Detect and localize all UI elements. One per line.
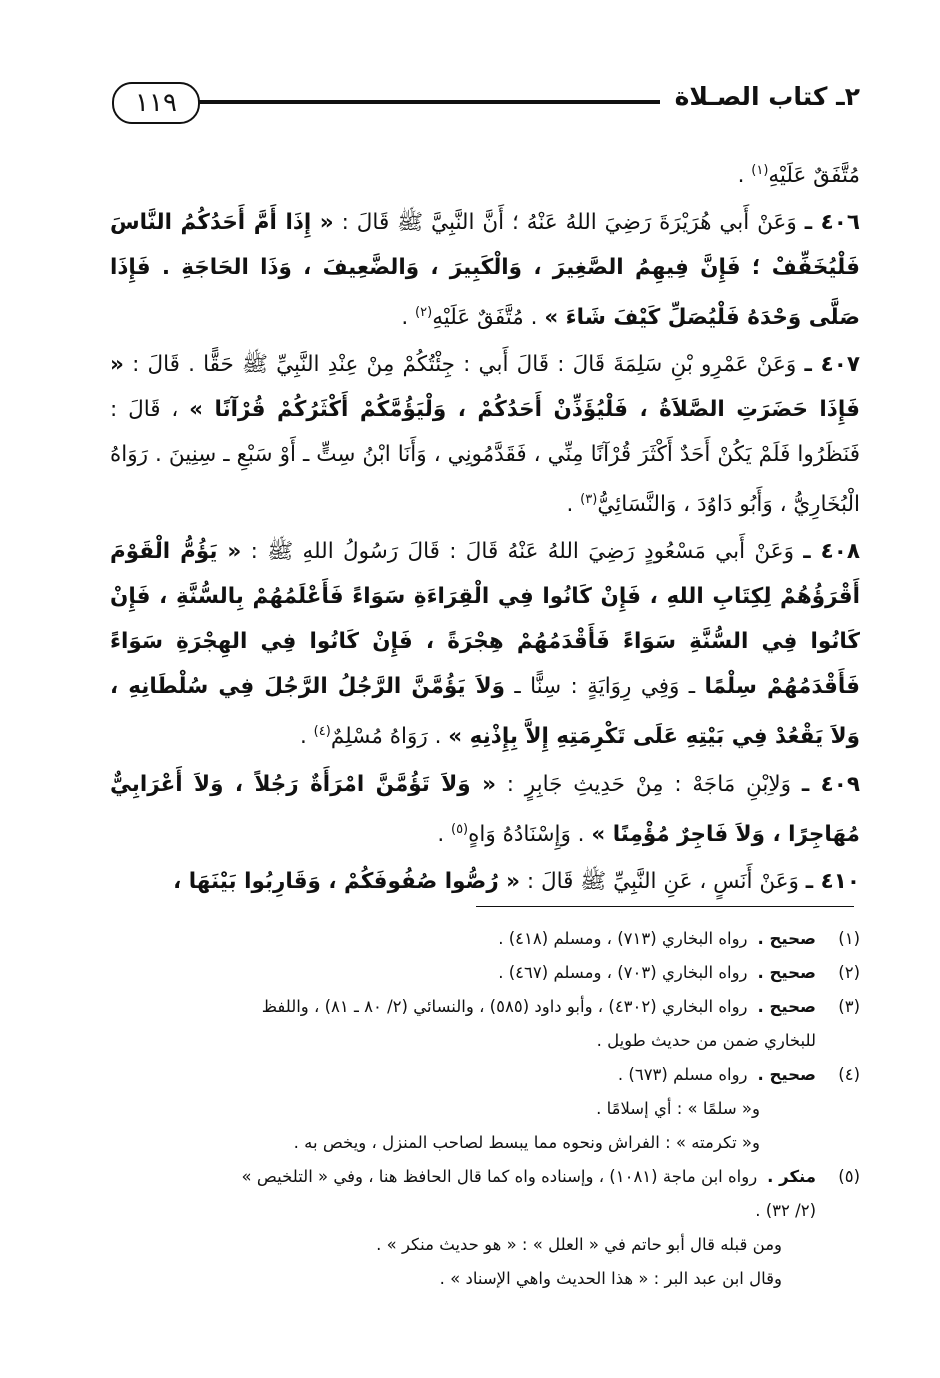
hadith-intro: وَعَنْ أَنَسٍ ، عَنِ النَّبِيِّ ﷺ قَالَ : <box>526 868 799 894</box>
footnote-grade: منكر . <box>767 1167 816 1186</box>
hadith-quote-2: وَلاَ يَؤُمَّنَّ الرَّجُلُ الرَّجُلَ فِي سُلْطَانِهِ ، وَلاَ يَقْعُدْ فِي بَيْتِهِ عَلَى تَكْرِمَتِهِ إِلاَّ بِإِذْنِهِ » <box>110 674 860 750</box>
footnote-grade: صحيح . <box>757 1065 816 1084</box>
footnote-number: (٤) <box>838 1065 860 1084</box>
hadith-number: ٤٠٧ ـ <box>804 352 860 378</box>
footnote-2 <box>110 956 860 990</box>
footnote-number: (٥) <box>838 1167 860 1186</box>
hadith-mid: ، قَالَ : فَنَظَرُوا فَلَمْ يَكُنْ أَحَدٌ أَكْثَرَ قُرْآنًا مِنِّي ، فَقَدَّمُونِي ، وَأَنَا ابْنُ سِتٍّ ـ أَوْ سَبْعِ ـ سِنِينَ . رَوَاهُ الْبُخَارِيُّ ، وَأَبُو دَاوُدَ ، وَالنَّسَائِيُّ <box>110 397 860 518</box>
footnote-grade: صحيح . <box>757 963 816 982</box>
footnote-ref: (٣) <box>580 492 598 508</box>
hadith-407: ٤٠٧ ـ وَعَنْ عَمْرِو بْنِ سَلِمَةَ قَالَ : قَالَ أَبي : جِئْتُكُمْ مِنْ عِنْدِ النَّبِيِّ ﷺ حَقًّا . قَالَ : « فَإِذَا حَضَرَتِ الصَّلاَةُ ، فَلْيُؤَذِّنْ أَحَدُكُمْ ، وَلْيَؤُمَّكُمْ أَكْثَرُكُمْ قُرْآنًا » ، قَالَ : فَنَظَرُوا فَلَمْ يَكُنْ أَحَدٌ أَكْثَرَ قُرْآنًا مِنِّي ، فَقَدَّمُونِي ، وَأَنَا ابْنُ سِتٍّ ـ أَوْ سَبْعِ ـ سِنِينَ . رَوَاهُ الْبُخَارِيُّ ، وَأَبُو دَاوُدَ ، وَالنَّسَائِيُّ$^{(٣)}$ . <box>110 352 860 518</box>
footnote-number: (٣) <box>838 997 860 1016</box>
footnote-5-note-1: ومن قبله قال أبو حاتم في « العلل » : « هو حديث منكر » . <box>376 1235 782 1254</box>
footnote-grade: صحيح . <box>757 929 816 948</box>
hadith-quote: « رُصُّوا صُفُوفَكُمْ ، وَقَارِبُوا بَيْنَهَا ، <box>173 868 521 894</box>
hadith-intro: وَعَنْ أَبي هُرَيْرَةَ رَضِيَ اللهُ عَنْهُ ؛ أَنَّ النَّبِيَّ ﷺ قَالَ : <box>341 210 797 236</box>
hadith-intro: وَعَنْ عَمْرِو بْنِ سَلِمَةَ قَالَ : قَالَ أَبي : جِئْتُكُمْ مِنْ عِنْدِ النَّبِيِّ ﷺ حَقًّا . قَالَ : <box>132 352 797 378</box>
footnote-text: رواه مسلم (٦٧٣) . <box>617 1065 748 1084</box>
page-header <box>112 82 860 126</box>
hadith-tail: . وَإِسْنَادُهُ وَاهٍ <box>468 821 585 847</box>
hadith-quote: « يَؤُمُّ الْقَوْمَ أَقْرَؤُهُمْ لِكِتَابِ اللهِ ، فَإِنْ كَانُوا فِي الْقِرَاءَةِ سَوَاءً فَأَعْلَمُهُمْ بِالسُّنَّةِ ، فَإِنْ كَانُوا فِي السُّنَّةِ سَوَاءً فَأَقْدَمُهُمْ هِجْرَةً ، فَإِنْ كَانُوا فِي الهِجْرَةِ سَوَاءً فَأَقْدَمُهُمْ سِلْمًا <box>110 539 861 700</box>
footnote-text: رواه البخاري (٧٠٣) ، ومسلم (٤٦٧) . <box>498 963 748 982</box>
hadith-number: ٤٠٩ ـ <box>801 771 860 797</box>
footnote-text: رواه البخاري (٧١٣) ، ومسلم (٤١٨) . <box>498 929 748 948</box>
footnote-5-note-2: وقال ابن عبد البر : « هذا الحديث واهي الإسناد » . <box>439 1269 782 1288</box>
page-number: ١١٩ <box>112 82 200 124</box>
footnote-number: (١) <box>838 929 860 948</box>
footnote-ref: (٤) <box>313 724 331 740</box>
book-title: ٢ـ كتاب الصـلاة <box>674 82 860 111</box>
footnote-text: رواه البخاري (٤٣٠٢) ، وأبو داود (٥٨٥) ، والنسائي (٢/ ٨٠ ـ ٨١) ، واللفظ <box>261 997 748 1016</box>
hadith-410 <box>110 859 860 904</box>
footnote-separator <box>476 906 854 907</box>
footnote-ref: (٥) <box>450 821 469 837</box>
para-405-tail: مُتَّفَقٌ عَلَيْهِ$^{(١)}$ . <box>737 163 860 189</box>
footnote-grade: صحيح . <box>757 997 816 1016</box>
footnote-ref: (٢) <box>415 305 433 321</box>
footnote-3 <box>110 990 860 1024</box>
hadith-number: ٤٠٨ ـ <box>803 539 860 565</box>
footnote-4-note-2: و« تكرمته » : الفراش ونحوه مما يبسط لصاحب المنزل ، ويخص به . <box>293 1133 760 1152</box>
hadith-quote: « فَإِذَا حَضَرَتِ الصَّلاَةُ ، فَلْيُؤَذِّنْ أَحَدُكُمْ ، وَلْيَؤُمَّكُمْ أَكْثَرُكُمْ قُرْآنًا » <box>110 352 860 423</box>
hadith-quote: « وَلاَ تَؤُمَّنَّ امْرَأَةٌ رَجُلاً ، وَلاَ أَعْرَابِيٌّ مُهَاجِرًا ، وَلاَ فَاجِرٌ مُؤْمِنًا » <box>110 771 860 847</box>
hadith-number: ٤٠٦ ـ <box>804 210 860 236</box>
footnote-5 <box>110 1160 860 1194</box>
hadith-408: ٤٠٨ ـ وَعَنْ أَبي مَسْعُودٍ رَضِيَ اللهُ عَنْهُ قَالَ : قَالَ رَسُولُ اللهِ ﷺ : « يَؤُمُّ الْقَوْمَ أَقْرَؤُهُمْ لِكِتَابِ اللهِ ، فَإِنْ كَانُوا فِي الْقِرَاءَةِ سَوَاءً فَأَعْلَمُهُمْ بِالسُّنَّةِ ، فَإِنْ كَانُوا فِي السُّنَّةِ سَوَاءً فَأَقْدَمُهُمْ هِجْرَةً ، فَإِنْ كَانُوا فِي الهِجْرَةِ سَوَاءً فَأَقْدَمُهُمْ سِلْمًا ـ وَفِي رِوَايَةٍ : سِنًّا ـ وَلاَ يَؤُمَّنَّ الرَّجُلُ الرَّجُلَ فِي سُلْطَانِهِ ، وَلاَ يَقْعُدْ فِي بَيْتِهِ عَلَى تَكْرِمَتِهِ إِلاَّ بِإِذْنِهِ » . رَوَاهُ مُسْلِمٌ$^{(٤)}$ . <box>110 539 861 750</box>
hadith-intro: وَعَنْ أَبي مَسْعُودٍ رَضِيَ اللهُ عَنْهُ قَالَ : قَالَ رَسُولُ اللهِ ﷺ : <box>250 539 794 565</box>
hadith-tail: . رَوَاهُ مُسْلِمٌ <box>330 724 442 750</box>
hadith-mid: ـ وَفِي رِوَايَةٍ : سِنًّا ـ <box>514 674 696 700</box>
footnote-3-continued: للبخاري ضمن من حديث طويل . <box>596 1031 816 1050</box>
footnote-text: رواه ابن ماجة (١٠٨١) ، وإسناده واه كما قال الحافظ هنا ، وفي « التلخيص » <box>241 1167 758 1186</box>
footnote-number: (٢) <box>838 963 860 982</box>
hadith-quote: « إِذَا أَمَّ أَحَدُكُمُ النَّاسَ فَلْيُخَفِّفْ ؛ فَإِنَّ فِيهِمُ الصَّغِيرَ ، وَالْكَبِيرَ ، وَالضَّعِيفَ ، وَذَا الحَاجَةِ . فَإِذَا صَلَّى وَحْدَهُ فَلْيُصَلِّ كَيْفَ شَاءَ » <box>110 210 860 331</box>
main-text <box>110 148 860 904</box>
footnote-5-continued: (٢/ ٣٢) . <box>755 1201 816 1220</box>
footnote-4 <box>110 1058 860 1092</box>
hadith-number: ٤١٠ ـ <box>805 868 860 894</box>
header-rule <box>198 100 660 104</box>
footnote-ref: (١) <box>751 163 769 178</box>
hadith-409: ٤٠٩ ـ وَلاِبْنِ مَاجَهْ : مِنْ حَدِيثِ جَابِرٍ : « وَلاَ تَؤُمَّنَّ امْرَأَةٌ رَجُلاً ، وَلاَ أَعْرَابِيٌّ مُهَاجِرًا ، وَلاَ فَاجِرٌ مُؤْمِنًا » . وَإِسْنَادُهُ وَاهٍ$^{(٥)}$ . <box>110 771 860 847</box>
footnotes <box>110 922 860 1296</box>
hadith-tail: . مُتَّفَقٌ عَلَيْهِ <box>432 305 538 331</box>
hadith-intro: وَلاِبْنِ مَاجَهْ : مِنْ حَدِيثِ جَابِرٍ : <box>506 771 792 797</box>
footnote-4-note-1: و« سلمًا » : أي إسلامًا . <box>596 1099 760 1118</box>
hadith-406: ٤٠٦ ـ وَعَنْ أَبي هُرَيْرَةَ رَضِيَ اللهُ عَنْهُ ؛ أَنَّ النَّبِيَّ ﷺ قَالَ : « إِذَا أَمَّ أَحَدُكُمُ النَّاسَ فَلْيُخَفِّفْ ؛ فَإِنَّ فِيهِمُ الصَّغِيرَ ، وَالْكَبِيرَ ، وَالضَّعِيفَ ، وَذَا الحَاجَةِ . فَإِذَا صَلَّى وَحْدَهُ فَلْيُصَلِّ كَيْفَ شَاءَ » . مُتَّفَقٌ عَلَيْهِ$^{(٢)}$ . <box>110 210 860 331</box>
footnote-1 <box>110 922 860 956</box>
